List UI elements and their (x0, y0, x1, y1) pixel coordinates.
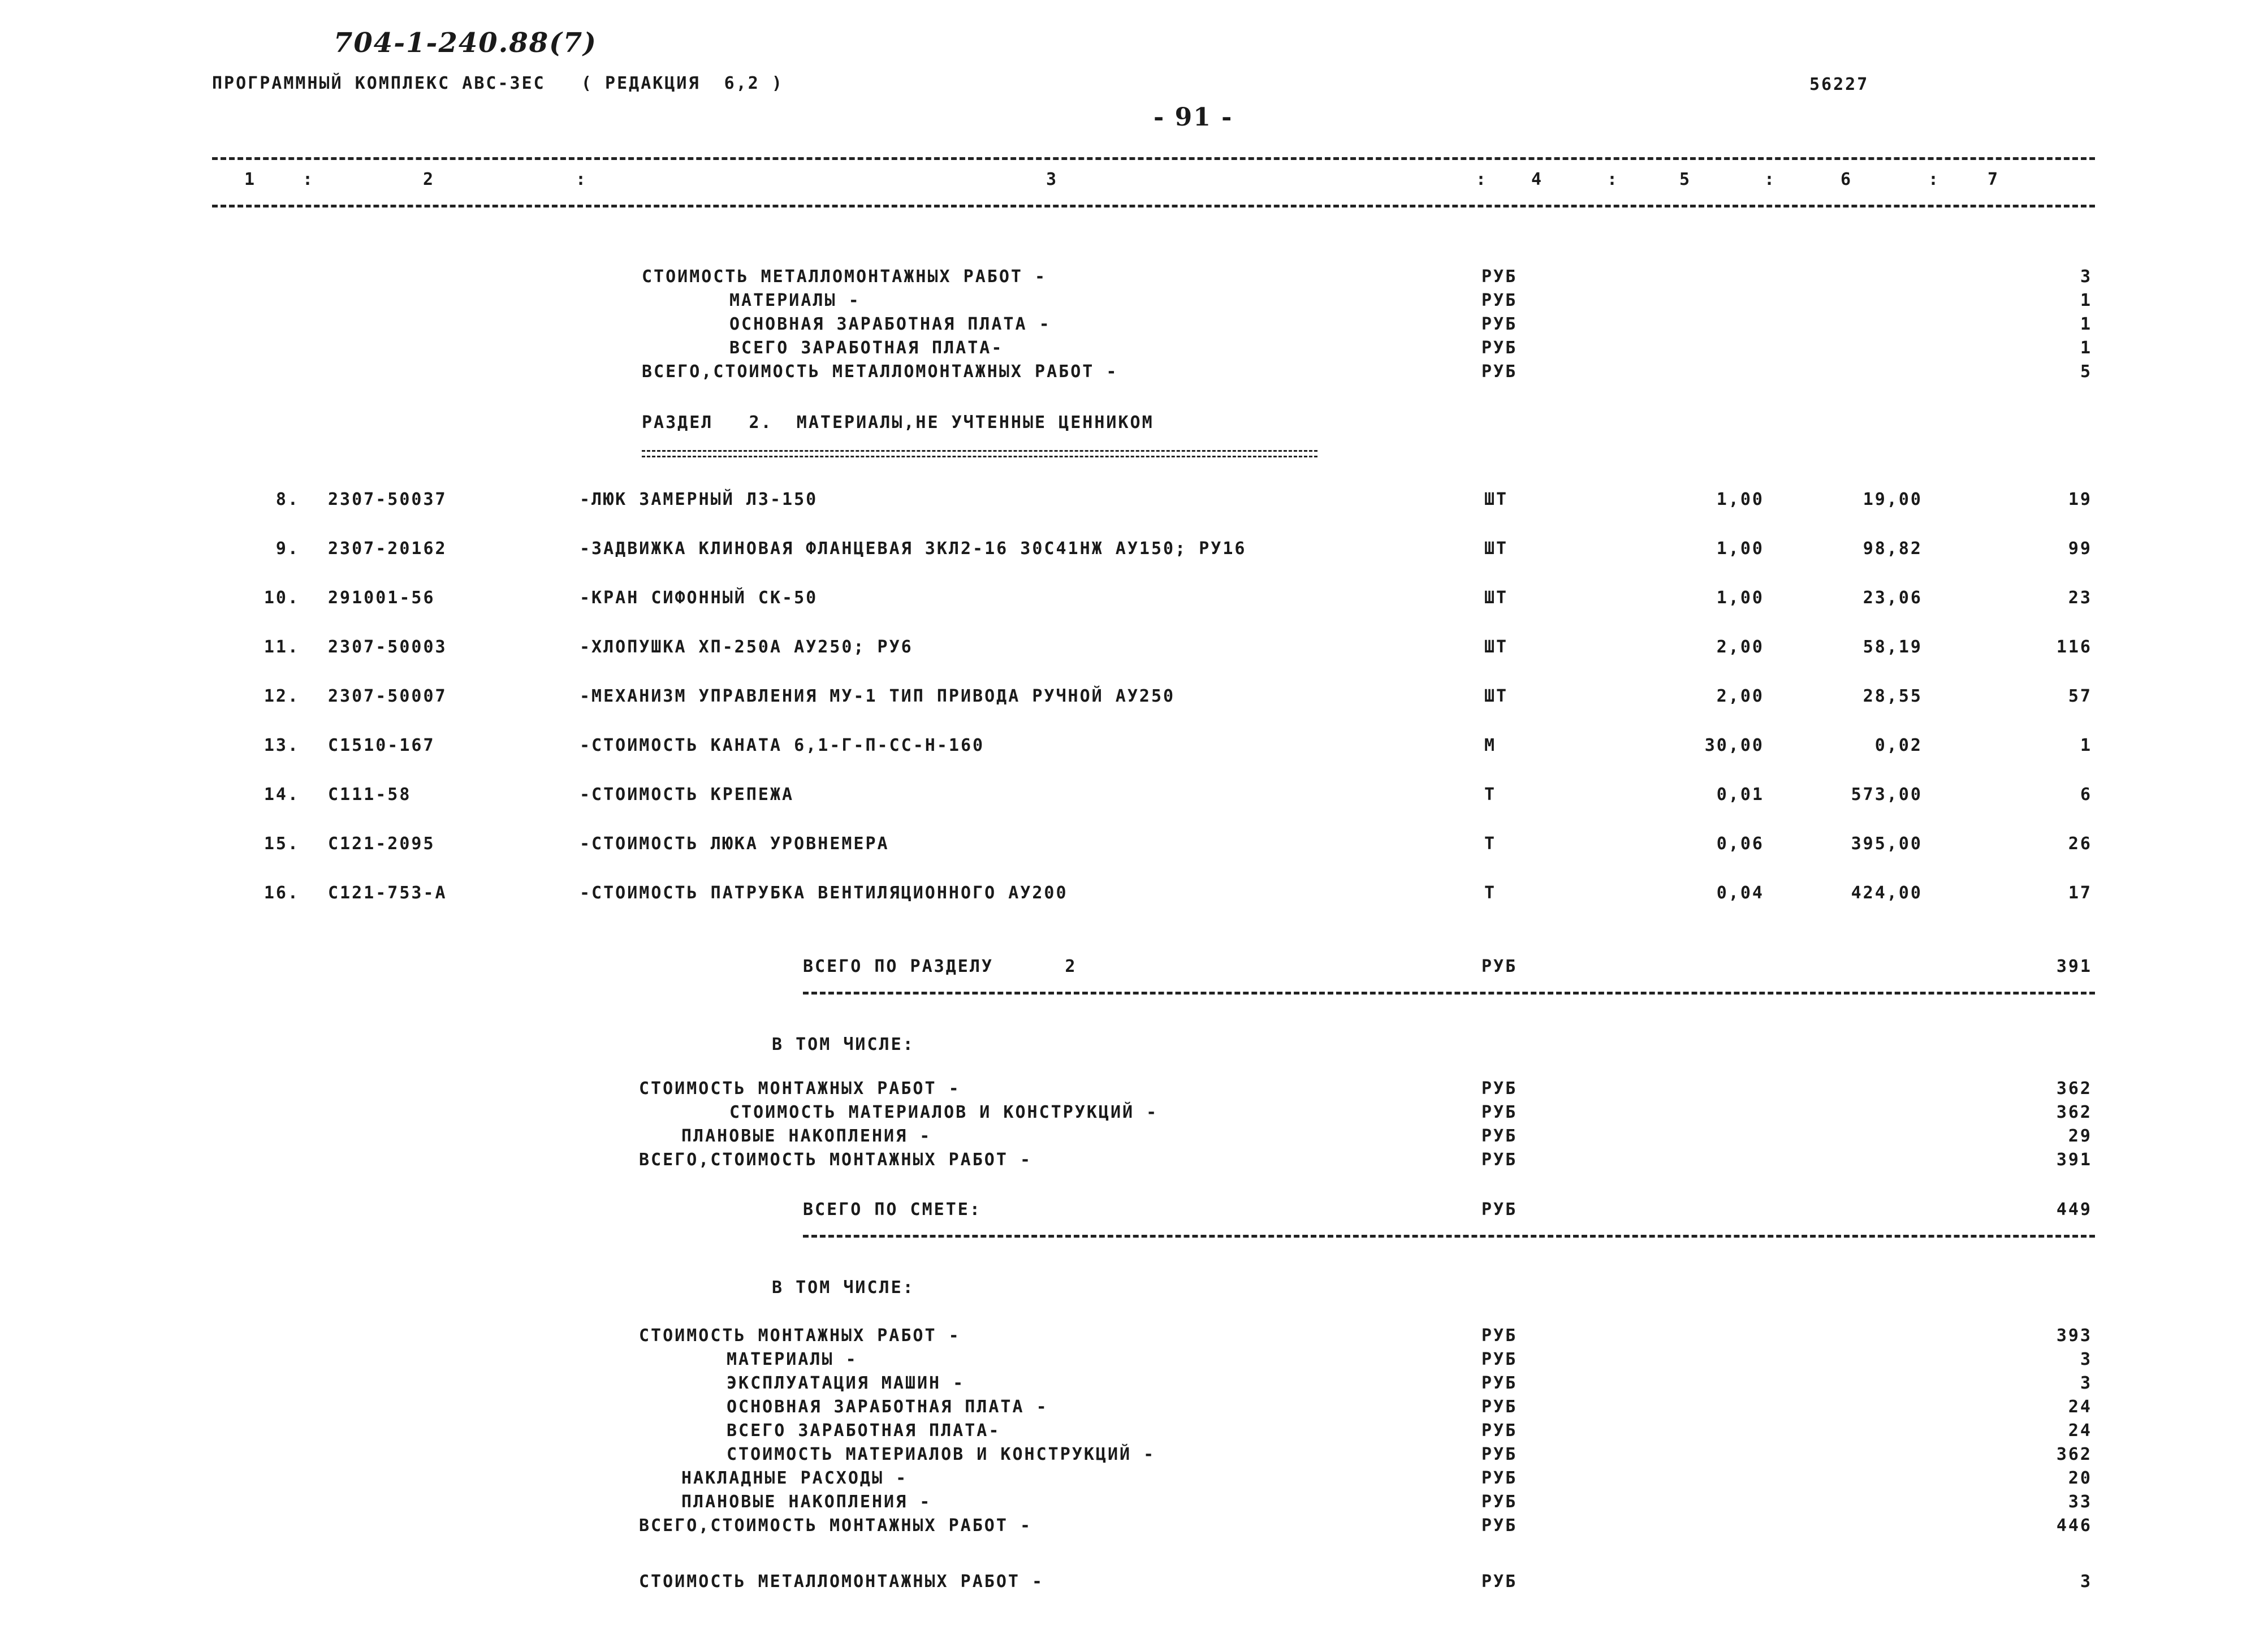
row-unit: ШТ (1484, 490, 1509, 509)
summary-value: 3 (2080, 1373, 2092, 1393)
row-number: 9. (275, 539, 300, 559)
summary-label: ПЛАНОВЫЕ НАКОПЛЕНИЯ - (681, 1492, 932, 1512)
summary-value: 446 (2056, 1516, 2092, 1536)
row-unit: ШТ (1484, 539, 1509, 559)
summary-value: 1 (2080, 314, 2092, 334)
summary-label: ВСЕГО,СТОИМОСТЬ МОНТАЖНЫХ РАБОТ - (639, 1150, 1033, 1170)
summary-value: 20 (2068, 1468, 2092, 1488)
summary-label: СТОИМОСТЬ МОНТАЖНЫХ РАБОТ - (639, 1326, 961, 1346)
row-unit: Т (1484, 785, 1497, 805)
summary-unit: РУБ (1481, 1079, 1518, 1099)
summary-label: ЭКСПЛУАТАЦИЯ МАШИН - (727, 1373, 965, 1393)
summary-label: ВСЕГО,СТОИМОСТЬ МОНТАЖНЫХ РАБОТ - (639, 1516, 1033, 1536)
row-description: -ЗАДВИЖКА КЛИНОВАЯ ФЛАНЦЕВАЯ ЗКЛ2-16 30С41НЖ АУ150; РУ16 (580, 539, 1247, 559)
row-total: 19 (2068, 490, 2092, 509)
row-description: -СТОИМОСТЬ КАНАТА 6,1-Г-П-СС-Н-160 (580, 736, 985, 755)
final-unit: РУБ (1481, 1572, 1518, 1592)
row-unit: М (1484, 736, 1497, 755)
row-quantity: 1,00 (1716, 539, 1764, 559)
summary-value: 33 (2068, 1492, 2092, 1512)
row-number: 14. (263, 785, 300, 805)
row-price: 424,00 (1851, 883, 1923, 903)
summary-unit: РУБ (1481, 1150, 1518, 1170)
row-quantity: 1,00 (1716, 588, 1764, 608)
row-price: 395,00 (1851, 834, 1923, 854)
row-code: 291001-56 (328, 588, 435, 608)
row-price: 23,06 (1863, 588, 1923, 608)
document-number: 56227 (1809, 75, 1869, 94)
included-label: В ТОМ ЧИСЛЕ: (772, 1035, 915, 1054)
summary-value: 362 (2056, 1079, 2092, 1099)
col-1-label: 1 (244, 170, 257, 189)
section-total-value: 391 (2056, 957, 2092, 976)
col-5-label: 5 (1679, 170, 1692, 189)
section-total-unit: РУБ (1481, 957, 1518, 976)
summary-unit: РУБ (1481, 1516, 1518, 1536)
row-total: 57 (2068, 686, 2092, 706)
row-quantity: 30,00 (1704, 736, 1764, 755)
summary-value: 393 (2056, 1326, 2092, 1346)
row-total: 17 (2068, 883, 2092, 903)
row-quantity: 2,00 (1716, 637, 1764, 657)
col-4-label: 4 (1531, 170, 1544, 189)
summary-unit: РУБ (1481, 267, 1518, 287)
estimate-total-value: 449 (2056, 1200, 2092, 1220)
summary-label: ОСНОВНАЯ ЗАРАБОТНАЯ ПЛАТА - (729, 314, 1051, 334)
summary-unit: РУБ (1481, 1326, 1518, 1346)
final-value: 3 (2080, 1572, 2092, 1592)
row-price: 0,02 (1874, 736, 1923, 755)
row-total: 116 (2056, 637, 2092, 657)
row-number: 8. (275, 490, 300, 509)
row-total: 23 (2068, 588, 2092, 608)
header-bottom-rule (212, 205, 2095, 207)
summary-value: 29 (2068, 1126, 2092, 1146)
row-code: С121-753-А (328, 883, 447, 903)
row-quantity: 0,01 (1716, 785, 1764, 805)
summary-unit: РУБ (1481, 1102, 1518, 1122)
row-code: 2307-20162 (328, 539, 447, 559)
summary-label: СТОИМОСТЬ МАТЕРИАЛОВ И КОНСТРУКЦИЙ - (727, 1445, 1156, 1464)
row-description: -ЛЮК ЗАМЕРНЫЙ ЛЗ-150 (580, 490, 818, 509)
summary-value: 5 (2080, 362, 2092, 382)
summary-value: 362 (2056, 1102, 2092, 1122)
summary-value: 362 (2056, 1445, 2092, 1464)
summary-label: ВСЕГО ЗАРАБОТНАЯ ПЛАТА- (727, 1421, 1001, 1441)
row-price: 28,55 (1863, 686, 1923, 706)
summary-label: СТОИМОСТЬ МОНТАЖНЫХ РАБОТ - (639, 1079, 961, 1099)
summary-value: 3 (2080, 1350, 2092, 1369)
summary-unit: РУБ (1481, 1468, 1518, 1488)
row-code: 2307-50003 (328, 637, 447, 657)
row-description: -СТОИМОСТЬ ЛЮКА УРОВНЕМЕРА (580, 834, 889, 854)
estimate-total-rule (803, 1235, 2095, 1238)
row-description: -СТОИМОСТЬ ПАТРУБКА ВЕНТИЛЯЦИОННОГО АУ200 (580, 883, 1068, 903)
row-code: С1510-167 (328, 736, 435, 755)
row-quantity: 2,00 (1716, 686, 1764, 706)
summary-value: 391 (2056, 1150, 2092, 1170)
row-price: 19,00 (1863, 490, 1923, 509)
section-title-underline (642, 450, 1317, 452)
page-number: - 91 - (1154, 103, 1233, 132)
summary-label: ПЛАНОВЫЕ НАКОПЛЕНИЯ - (681, 1126, 932, 1146)
row-code: 2307-50007 (328, 686, 447, 706)
row-quantity: 0,06 (1716, 834, 1764, 854)
section-total-label: ВСЕГО ПО РАЗДЕЛУ 2 (803, 957, 1077, 976)
row-unit: Т (1484, 883, 1497, 903)
row-price: 58,19 (1863, 637, 1923, 657)
summary-unit: РУБ (1481, 1445, 1518, 1464)
row-description: -ХЛОПУШКА ХП-250А АУ250; РУ6 (580, 637, 913, 657)
summary-value: 24 (2068, 1421, 2092, 1441)
summary-label: СТОИМОСТЬ МАТЕРИАЛОВ И КОНСТРУКЦИЙ - (729, 1102, 1159, 1122)
estimate-total-unit: РУБ (1481, 1200, 1518, 1220)
row-total: 99 (2068, 539, 2092, 559)
summary-label: ОСНОВНАЯ ЗАРАБОТНАЯ ПЛАТА - (727, 1397, 1048, 1417)
summary-value: 1 (2080, 291, 2092, 310)
header-top-rule (212, 157, 2095, 160)
row-total: 1 (2080, 736, 2092, 755)
row-description: -МЕХАНИЗМ УПРАВЛЕНИЯ МУ-1 ТИП ПРИВОДА РУЧНОЙ АУ250 (580, 686, 1176, 706)
summary-unit: РУБ (1481, 1350, 1518, 1369)
row-number: 13. (263, 736, 300, 755)
included-label: В ТОМ ЧИСЛЕ: (772, 1278, 915, 1298)
row-price: 573,00 (1851, 785, 1923, 805)
col-2-label: 2 (423, 170, 435, 189)
row-unit: ШТ (1484, 588, 1509, 608)
row-number: 12. (263, 686, 300, 706)
summary-unit: РУБ (1481, 1397, 1518, 1417)
row-code: 2307-50037 (328, 490, 447, 509)
summary-unit: РУБ (1481, 362, 1518, 382)
section-title: РАЗДЕЛ 2. МАТЕРИАЛЫ,НЕ УЧТЕННЫЕ ЦЕННИКОМ (642, 413, 1154, 433)
summary-label: НАКЛАДНЫЕ РАСХОДЫ - (681, 1468, 908, 1488)
summary-value: 1 (2080, 338, 2092, 358)
row-unit: ШТ (1484, 637, 1509, 657)
section-total-rule (803, 992, 2095, 995)
col-7-label: 7 (1988, 170, 2000, 189)
row-number: 16. (263, 883, 300, 903)
summary-label: ВСЕГО ЗАРАБОТНАЯ ПЛАТА- (729, 338, 1004, 358)
handwritten-doc-code: 704-1-240.88(7) (334, 27, 597, 59)
summary-label: ВСЕГО,СТОИМОСТЬ МЕТАЛЛОМОНТАЖНЫХ РАБОТ - (642, 362, 1118, 382)
summary-unit: РУБ (1481, 1421, 1518, 1441)
row-number: 10. (263, 588, 300, 608)
summary-label: МАТЕРИАЛЫ - (729, 291, 861, 310)
col-6-label: 6 (1841, 170, 1853, 189)
summary-unit: РУБ (1481, 314, 1518, 334)
row-number: 15. (263, 834, 300, 854)
estimate-total-label: ВСЕГО ПО СМЕТЕ: (803, 1200, 982, 1220)
final-label: СТОИМОСТЬ МЕТАЛЛОМОНТАЖНЫХ РАБОТ - (639, 1572, 1044, 1592)
row-number: 11. (263, 637, 300, 657)
row-unit: Т (1484, 834, 1497, 854)
row-unit: ШТ (1484, 686, 1509, 706)
col-3-label: 3 (1046, 170, 1059, 189)
summary-unit: РУБ (1481, 291, 1518, 310)
row-quantity: 0,04 (1716, 883, 1764, 903)
summary-label: СТОИМОСТЬ МЕТАЛЛОМОНТАЖНЫХ РАБОТ - (642, 267, 1047, 287)
row-description: -КРАН СИФОННЫЙ СК-50 (580, 588, 818, 608)
row-quantity: 1,00 (1716, 490, 1764, 509)
summary-label: МАТЕРИАЛЫ - (727, 1350, 858, 1369)
row-code: С121-2095 (328, 834, 435, 854)
row-total: 6 (2080, 785, 2092, 805)
summary-unit: РУБ (1481, 1126, 1518, 1146)
summary-value: 3 (2080, 267, 2092, 287)
summary-value: 24 (2068, 1397, 2092, 1417)
summary-unit: РУБ (1481, 1492, 1518, 1512)
program-title: ПРОГРАММНЫЙ КОМПЛЕКС АВС-3ЕС ( РЕДАКЦИЯ 6,2 ) (212, 73, 784, 93)
row-total: 26 (2068, 834, 2092, 854)
row-code: С111-58 (328, 785, 412, 805)
summary-unit: РУБ (1481, 1373, 1518, 1393)
summary-unit: РУБ (1481, 338, 1518, 358)
row-price: 98,82 (1863, 539, 1923, 559)
row-description: -СТОИМОСТЬ КРЕПЕЖА (580, 785, 794, 805)
